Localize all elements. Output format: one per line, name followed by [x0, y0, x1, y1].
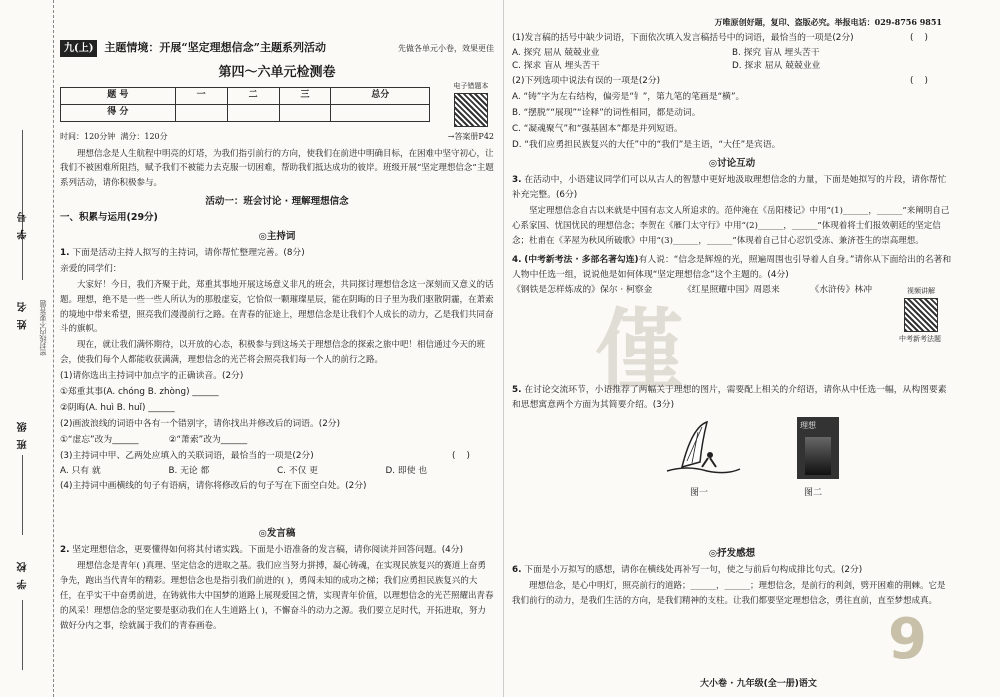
- host-paragraph: 大家好！今日，我们齐聚于此，郑重其事地开展这场意义非凡的班会，共同探讨理想信念这一深刻而又意义的话题。理想，绝不是一些一些人所认为的那般虚妄，它恰似一颗璀璨星辰，能在阴晦的日子里为我们驱散阴霾，在萧索的境地中带来希望，照亮我们漫漫前行之路。在青春的征途上，理想信念是让我们个人成长的动力，乙是我们共同奋斗的旗帜。: [60, 279, 494, 335]
- score-header-cell: 题 号: [61, 87, 176, 104]
- picture-caption: 图二: [804, 487, 823, 498]
- options-row: [512, 60, 952, 73]
- header-note: 先做各单元小卷，效果更佳: [398, 43, 494, 53]
- book-list: [512, 284, 872, 297]
- option[interactable]: D. 探求 屈从 兢兢业业: [732, 61, 821, 72]
- section-title: ◎讨论互动: [708, 158, 756, 170]
- qr-code-icon[interactable]: [454, 93, 488, 127]
- option[interactable]: C. 探求 盲从 埋头苦干: [512, 61, 600, 72]
- part-title: 一、积累与运用(29分): [60, 212, 158, 224]
- host-paragraph: 现在，就让我们满怀期待，以开放的心态，积极参与到这场关于理想信念的探索之旅中吧！相信通过今天的班会，使我们每个人都能收获满满，理想信念的光芒将会照亮我们每一个人的前行之路。: [60, 340, 486, 366]
- score-row-label: 得 分: [61, 104, 176, 121]
- answer-ref: →答案册P42: [447, 131, 494, 141]
- question-stem: 有人说：“信念是辉煌的光，照遍周围也引导着人自身。”请你从下面给出的名著和人物中任选一组，说说他是如何体现“坚定理想信念”这个主题的。(4分): [512, 254, 952, 280]
- page-number: 9: [888, 607, 927, 672]
- question-number: 6.: [512, 564, 522, 575]
- score-area: [60, 81, 494, 127]
- score-table: [60, 87, 430, 122]
- windsurfer-picture: [662, 417, 742, 477]
- option[interactable]: C. 不仅 更: [277, 465, 318, 476]
- question-number: 1.: [60, 247, 70, 258]
- qr-caption: 中考新考法题: [899, 334, 941, 343]
- answer-paren[interactable]: ( ): [451, 450, 470, 461]
- question-stem: 下面是小万拟写的感想，请你在横线处再补写一句，使之与前后句构成排比句式。(2分): [524, 564, 863, 575]
- picture-caption: 图一: [690, 487, 709, 498]
- score-cell[interactable]: [279, 104, 331, 121]
- class-label: 班 级: [18, 420, 29, 450]
- question-number: 4.: [512, 254, 522, 265]
- question-stem: 在讨论交流环节，小语推荐了两幅关于理想的图片，需要配上相关的介绍语，请你从中任选一幅，从构图要素和思想寓意两个方面为其简要介绍。(3分): [512, 384, 947, 410]
- left-page: [60, 40, 494, 634]
- sub-question: (3)主持词中甲、乙两处应填入的关联词语，最恰当的一项是(2分): [60, 450, 314, 461]
- activity-title: 活动一：班会讨论 · 理解理想信念: [205, 196, 349, 208]
- option[interactable]: A. 探究 屈从 兢兢业业: [512, 47, 600, 58]
- exam-meta: [60, 131, 494, 143]
- question-tag: (中考新考法 · 多部名著勾连): [524, 254, 639, 265]
- name-label: 姓 名: [18, 300, 29, 330]
- qr-caption: 视频讲解: [907, 286, 935, 295]
- class-line: [22, 455, 23, 535]
- option[interactable]: B. 探究 盲从 埋头苦干: [732, 47, 820, 58]
- answer-space[interactable]: [512, 354, 952, 382]
- score-header-cell: 三: [279, 87, 331, 104]
- id-label: 学 号: [18, 210, 29, 240]
- option[interactable]: B. 无论 都: [168, 465, 210, 476]
- book-option[interactable]: 《钢铁是怎样炼成的》保尔 · 柯察金: [512, 284, 653, 295]
- name-line: [22, 130, 23, 280]
- sub-question: (1)发言稿的括号中缺少词语，下面依次填入发言稿括号中的词语，最恰当的一项是(2分): [512, 33, 854, 43]
- seal-warning: 密封线内不要答题: [39, 300, 47, 356]
- qr-code-icon[interactable]: [904, 298, 938, 332]
- picture-area: [512, 417, 952, 507]
- right-page: [512, 30, 952, 610]
- copyright-note: 万唯原创好题，复印、盗版必究。举报电话：029-8756 9851: [714, 17, 942, 27]
- section-title: ◎发言稿: [258, 527, 296, 539]
- page-header: [60, 40, 494, 57]
- sub-option: ②阴晦(A. huì B. huǐ) ______: [60, 402, 175, 413]
- sub-question: (2)下列选项中说法有误的一项是(2分): [512, 76, 661, 87]
- book-option[interactable]: 《红星照耀中国》周恩来: [682, 284, 780, 295]
- sub-option: ①“虚忘”改为______: [60, 434, 139, 445]
- score-header-cell: 一: [175, 87, 227, 104]
- sub-question: (4)主持词中画横线的句子有语病，请你将修改后的句子写在下面空白处。(2分): [60, 480, 367, 491]
- score-cell[interactable]: [331, 104, 430, 121]
- option[interactable]: D. “我们应勇担民族复兴的大任”中的“我们”是主语，“大任”是宾语。: [512, 140, 781, 151]
- full-marks: 满分：120分: [120, 131, 168, 141]
- picture-label: 理想: [800, 420, 816, 430]
- speech-paragraph: 理想信念是青年( )真理、坚定信念的进取之基。我们应当努力拼搏，凝心铸魂，在实现民族复兴的赛道上奋勇争先，跑出当代青年的精彩。理想信念也是指引我们前进的( )，勇闯未知的成功之梯；我们应勇担民族复兴的大任，在乎实干中奋勇前进，在铸就伟大中国梦的道路上展现爱国之情，实现青年价值，以理想信念的光芒照耀出青春的风采！理想信念的坚定要是驱动我们在人生道路上( )，不懈奋斗的动力之源。我们要立足时代，开拓进取，努力做好分内之事，绘就属于我们的青春画卷。: [60, 561, 494, 631]
- question-stem: 下面是活动主持人拟写的主持词，请你帮忙整理完善。(8分): [72, 247, 305, 258]
- question-number: 3.: [512, 175, 522, 186]
- watermark: 僅: [595, 299, 676, 402]
- options-row: [60, 465, 494, 478]
- sub-question: (2)画波浪线的词语中各有一个错别字，请你找出并修改后的词语。(2分): [60, 418, 341, 429]
- school-label: 学 校: [18, 560, 29, 590]
- section-title: ◎抒发感想: [708, 547, 756, 559]
- ideal-picture: [797, 417, 839, 479]
- answer-paren[interactable]: ( ): [909, 33, 928, 43]
- score-cell[interactable]: [175, 104, 227, 121]
- sub-option: ②“萧索”改为______: [168, 434, 248, 445]
- ladder-shape: [805, 437, 831, 475]
- option[interactable]: D. 即使 也: [385, 465, 428, 476]
- binding-margin: [0, 0, 54, 697]
- option[interactable]: A. 只有 就: [60, 465, 101, 476]
- time-limit: 时间：120分钟: [60, 131, 116, 141]
- answer-space[interactable]: [512, 507, 952, 543]
- option[interactable]: C. “凝魂聚气”和“强基固本”都是并列短语。: [512, 124, 683, 135]
- books-area: [512, 284, 952, 354]
- options-row: [512, 47, 952, 60]
- fill-paragraph[interactable]: 理想信念，是心中明灯，照亮前行的道路；______，______；理想信念，是前行的利剑，劈开困难的荆棘。它是我们前行的动力，是我们生活的方向，是我们精神的支柱。让我们都要坚定理想信念，勇往直前，直至梦想成真。: [512, 580, 946, 606]
- center-fold: [503, 0, 504, 697]
- exam-title: 第四～六单元检测卷: [218, 65, 336, 80]
- intro-paragraph: 理想信念是人生航程中明亮的灯塔，为我们指引前行的方向，使我们在前进中明确目标，在困难中坚守初心，让我们不被困难所阻挡，赋予我们不被能力去克服一切困难，帮助我们抵达成功的彼岸。班级开展“坚定理想信念”主题系列活动，请你积极参与。: [60, 148, 494, 189]
- score-cell[interactable]: [227, 104, 279, 121]
- section-title: ◎主持词: [258, 230, 296, 242]
- school-line: [22, 600, 23, 670]
- score-header-cell: 总分: [331, 87, 430, 104]
- sub-option: ①郑重其事(A. chóng B. zhòng) ______: [60, 386, 219, 397]
- score-header-cell: 二: [227, 87, 279, 104]
- theme-title: 主题情境：开展“坚定理想信念”主题系列活动: [104, 41, 326, 54]
- answer-space[interactable]: [60, 495, 494, 523]
- book-option[interactable]: 《水浒传》林冲: [810, 284, 872, 295]
- question-number: 2.: [60, 545, 70, 556]
- fill-paragraph[interactable]: 坚定理想信念自古以来就是中国有志文人所追求的。范仲淹在《岳阳楼记》中用“(1)______，______”来阐明自己心系家国、忧国忧民的理想信念；李贺在《雁门太守行》中用“(2)______，______”体现着将士们报效朝廷的坚定信念；杜甫在《茅屋为秋风所破歌》中用“(3)______，______”体现着自己甘心忍饥受冻、兼济苍生的崇高理想。: [512, 206, 950, 246]
- qr-caption: 电子错题本: [453, 81, 489, 90]
- footer-title: 大小卷 · 九年级(全一册)语文: [700, 678, 817, 689]
- option[interactable]: A. “铸”字为左右结构，偏旁是“钅”，第九笔的笔画是“横”。: [512, 92, 745, 103]
- question-number: 5.: [512, 384, 522, 395]
- answer-paren[interactable]: ( ): [909, 76, 928, 87]
- question-stem: 坚定理想信念，更要懂得如何将其付诸实践。下面是小语准备的发言稿，请你阅读并回答问题。(4分): [72, 545, 463, 556]
- option[interactable]: B. “摆脱”“展现”“诠释”的词性相同，都是动词。: [512, 108, 701, 119]
- greeting: 亲爱的同学们：: [60, 263, 122, 274]
- question-stem: 在活动中，小语建议同学们可以从古人的智慧中更好地汲取理想信念的力量，下面是她拟写的片段，请你帮忙补充完整。(6分): [512, 175, 947, 201]
- grade-badge: 九(上): [60, 40, 97, 57]
- sub-question: (1)请你选出主持词中加点字的正确读音。(2分): [60, 371, 244, 382]
